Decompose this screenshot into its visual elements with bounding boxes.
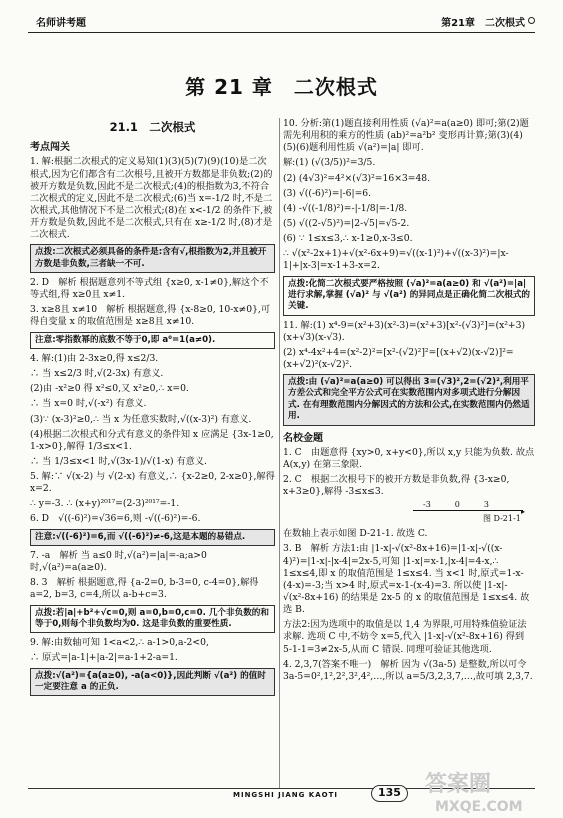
solution-paragraph: ∴ y=-3. ∴ (x+y)²⁰¹⁷=(2-3)²⁰¹⁷=-1. [30, 498, 180, 510]
solution-paragraph: 2. C 根据二次根号下的被开方数是非负数,得 {3-x≥0, x+3≥0},解得 -3≤x≤3. [283, 473, 510, 498]
page-header [28, 14, 535, 33]
solution-paragraph: (6) ∵ 1≤x≤3,∴ x-1≥0,x-3≤0. [283, 233, 413, 245]
solution-paragraph: ∴ 原式=|a-1|+|a-2|=a-1+2-a=1. [30, 652, 178, 664]
solution-paragraph: 解:(1) (√(3/5))²=3/5. [283, 157, 376, 169]
figure-label: 图 D-21-1 [483, 514, 521, 524]
solution-paragraph: ∴ 当 x≤2/3 时,√(2-3x) 有意义. [30, 368, 164, 380]
watermark [425, 770, 523, 815]
solution-paragraph: (2) (4√3)²=4²×(√3)²=16×3=48. [283, 172, 431, 184]
number-line-figure [283, 502, 535, 524]
solution-paragraph: 9. 解:由数轴可知 1<a<2,∴ a-1>0,a-2<0, [30, 637, 209, 649]
subsection-title: 考点闯关 [30, 142, 70, 154]
subsection-title: 名校金题 [283, 432, 323, 444]
header-left-title: 名师讲考题 [36, 18, 86, 29]
solution-paragraph: 3. B 解析 方法1:由 |1-x|-√(x²-8x+16)=|1-x|-√((x-4)²)=|1-x|-|x-4|=2x-5,可知 |1-x|=x-1,|x-4|=4-x,∴ 1≤x≤4,即 x 的取值范围是 1≤x≤4. 当 x<1 时,原式=1-x-(4-x)=-3;当 x>4 时,原式=x-1-(x-4)=3. 所以使 |1-x|-√(x²-8x+16) 的结果是 2x-5 的 x 的取值范围是 1≤x≤4. 故选 B. [283, 543, 530, 616]
note-box: 点拨:由 (√a)²=a(a≥0) 可以得出 3=(√3)²,2=(√2)²,利用平方差公式和完全平方公式可在实数范围内对多项式进行分解因式. 在有理数范围内分解因式的方法和公式,在实数范围内仍然适用. [283, 374, 535, 425]
solution-paragraph: (3)∵ (x-3)²≥0,∴ 当 x 为任意实数时,√((x-3)²) 有意义. [30, 413, 252, 425]
solution-paragraph: 4. 解:(1)由 2-3x≥0,得 x≤2/3. [30, 352, 159, 364]
solution-paragraph: (3) √((-6)²)=|-6|=6. [283, 187, 372, 199]
solution-paragraph: (2) x⁴-4x²+4=(x²-2)²=[x²-(√2)²]²=[(x+√2)(x-√2)]²=(x+√2)²(x-√2)². [283, 346, 514, 370]
solution-paragraph: ∴ √(x²-2x+1)+√(x²-6x+9)=√((x-1)²)+√((x-3)²)=|x-1|+|x-3|=x-1+3-x=2. [283, 248, 509, 272]
solution-paragraph: 6. D √((-6)²)=√36=6,则 -√((-6)²)=-6. [30, 513, 201, 525]
solution-paragraph: 1. 解:根据二次根式的定义易知(1)(3)(5)(7)(9)(10)是二次根式,因为它们都含有二次根号,且被开方数都是非负数;(2)的被开方数是负数,因此不是二次根式;(4)的根指数为3,不符合二次根式的定义,因此不是二次根式;(6)当 x=-1/2 时,不是二次根式,其他情况下不是二次根式;(8)在 x<-1/2 的条件下,被开方数是负数,因此不是二次根式,只有在 x≥-1/2 时,(8)才是二次根式. [30, 156, 273, 241]
watermark-url: MXQE.COM [435, 799, 523, 815]
solution-paragraph: 5. 解:∵ √(x-2) 与 √(2-x) 有意义,∴ {x-2≥0, 2-x≥0},解得 x=2. [30, 471, 275, 495]
solution-paragraph: 3. x≥8且 x≠10 解析 根据题意,得 {x-8≥0, 10-x≠0},可得自变量 x 的取值范围是 x≥8且 x≠10. [30, 304, 271, 328]
solution-paragraph: 11. 解:(1) x⁴-9=(x²+3)(x²-3)=(x²+3)[x²-(√3)²]=(x²+3)(x+√3)(x-√3). [283, 319, 526, 343]
solution-paragraph: 1. C 由题意得 {xy>0, x+y<0},所以 x,y 只能为负数. 故点 A(x,y) 在第三象限. [283, 446, 535, 470]
chapter-title: 第 21 章 二次根式 [185, 75, 378, 99]
section-title: 21.1 二次根式 [109, 120, 196, 134]
note-box: 点拨:若|a|+b²+√c=0,则 a=0,b=0,c=0. 几个非负数的和等于0,则每个非负数均为0. 这是非负数的重要性质. [30, 605, 275, 634]
note-box: 注意:零指数幂的底数不等于0,即 a⁰=1(a≠0). [30, 332, 275, 349]
solution-paragraph: (5) √((2-√5)²)=|2-√5|=√5-2. [283, 217, 410, 229]
solution-paragraph: (4)根据二次根式和分式有意义的条件知 x 应满足 {3x-1≥0, 1-x>0},解得 1/3≤x<1. [30, 428, 274, 452]
solution-paragraph: 8. 3 解析 根据题意,得 {a-2=0, b-3=0, c-4=0},解得 a=2, b=3, c=4,所以 a-b+c=3. [30, 577, 259, 601]
watermark-text: 答案圈 [425, 772, 492, 797]
solution-paragraph: 7. -a 解析 当 a≤0 时,√(a²)=|a|=-a;a>0 时,√(a²)=a(a≥0). [30, 549, 207, 574]
solution-paragraph: ∴ 当 x=0 时,√(-x²) 有意义. [30, 398, 147, 410]
left-column-body [30, 156, 275, 696]
solution-paragraph: ∴ 当 1/3≤x<1 时,√(3x-1)/√(1-x) 有意义. [30, 455, 207, 467]
note-box: 点拨:化简二次根式要严格按照 (√a)²=a(a≥0) 和 √(a²)=|a| 进行求解,掌握 (√a)² 与 √(a²) 的异同点是正确化简二次根式的关键. [283, 276, 535, 316]
solution-paragraph: (2)由 -x²≥0 得 x²≤0,又 x²≥0,∴ x=0. [30, 383, 189, 395]
footer-text: MINGSHI JIANG KAOTI [233, 791, 338, 799]
right-column-body [283, 118, 535, 683]
number-line-ticks: -3 0 3 [423, 500, 489, 510]
note-box: 点拨:√(a²)={a(a≥0), -a(a<0)},因此判断 √(a²) 的值时一定要注意 a 的正负. [30, 668, 275, 697]
note-box: 注意:√((-6)²)=6,而 √((-6)²)≠-6,这是本题的易错点. [30, 529, 275, 546]
right-column [283, 118, 535, 778]
solution-paragraph: 2. D 解析 根据题意列不等式组 {x≥0, x-1≠0},解这个不等式组,得 x≥0且 x≠1. [30, 277, 269, 301]
page-number: 135 [371, 785, 408, 802]
column-divider [279, 118, 280, 788]
note-box: 点拨:二次根式必须具备的条件是:含有√,根指数为2,并且被开方数是非负数,三者缺一不可. [30, 244, 275, 273]
arrow-icon: ▸ [521, 507, 526, 517]
header-chapter: 第21章 二次根式 [441, 17, 535, 30]
solution-paragraph: 10. 分析:第(1)题直接利用性质 (√a)²=a(a≥0) 即可;第(2)题需先利用积的乘方的性质 (ab)²=a²b² 变形再计算;第(3)(4)(5)(6)题利用性质 √(a²)=|a| 即可. [283, 118, 529, 154]
left-column [30, 118, 275, 778]
solution-paragraph: 在数轴上表示如图 D-21-1. 故选 C. [283, 528, 428, 540]
solution-paragraph: 4. 2,3,7(答案不唯一) 解析 因为 √(3a-5) 是整数,所以可令 3a-5=0²,1²,2²,3²,4²,…,所以 a=5/3,2,3,7,…,故可填 2,3,7. [283, 658, 533, 682]
solution-paragraph: 方法2:因为选项中的取值是以 1,4 为界限,可用特殊值验证法求解. 选项 C 中,不妨令 x=5,代入 |1-x|-√(x²-8x+16) 得到 5-1-1=3≠2x-5,从而 C 错误. 同理可验证其他选项. [283, 619, 527, 655]
circle-icon [528, 17, 535, 24]
solution-paragraph: (4) -√((-1/8)²)=-|-1/8|=-1/8. [283, 202, 408, 214]
